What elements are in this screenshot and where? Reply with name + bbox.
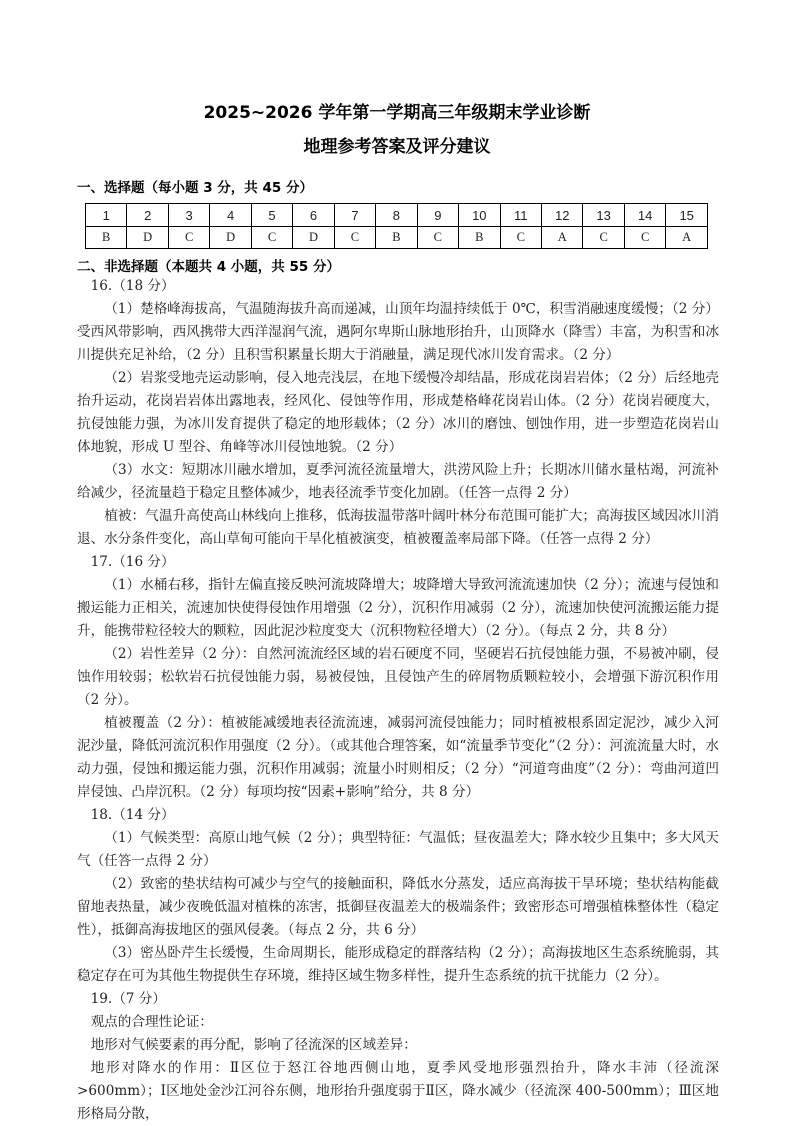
answer-cell: C <box>251 227 292 249</box>
answer-cell: A <box>541 227 582 249</box>
question-number-cell: 5 <box>251 204 292 227</box>
question-number-cell: 7 <box>334 204 375 227</box>
question-number-cell: 8 <box>376 204 417 227</box>
question-number-cell: 9 <box>417 204 458 227</box>
answer-cell: C <box>417 227 458 249</box>
q17-part2-vegetation: 植被覆盖（2 分）：植被能减缓地表径流流速，减弱河流侵蚀能力；同时植被根系固定泥沙，减少入河泥沙量，降低河流沉积作用强度（2 分）。（或其他合理答案，如“流量季节变化”（2 分）：河流流量大时，水动力强，侵蚀和搬运能力强，沉积作用减弱；流量小时则相反；（2 分）“河道弯曲度”（2 分）：弯曲河道凹岸侵蚀、凸岸沉积。（2 分）每项均按“因素+影响”给分，共 8 分） <box>77 715 719 800</box>
section-2-heading: 二、非选择题（本题共 4 小题，共 55 分） <box>77 259 340 275</box>
answer-row <box>86 227 708 249</box>
q19-line1: 观点的合理性论证： <box>90 1014 213 1030</box>
question-number-cell: 14 <box>624 204 665 227</box>
question-number-cell: 2 <box>127 204 168 227</box>
question-19-label: 19.（7 分） <box>90 991 166 1007</box>
answer-cell: B <box>86 227 127 249</box>
document-subtitle: 地理参考答案及评分建议 <box>303 137 491 157</box>
q16-part3-hydrology: （3）水文：短期冰川融水增加，夏季河流径流量增大，洪涝风险上升；长期冰川储水量枯竭，河流补给减少，径流量趋于稳定且整体减少，地表径流季节变化加剧。（任答一点得 2 分） <box>77 462 719 501</box>
q18-part2: （2）致密的垫状结构可减少与空气的接触面积，降低水分蒸发，适应高海拔干旱环境；垫状结构能截留地表热量，减少夜晚低温对植株的冻害，抵御昼夜温差大的极端条件；致密形态可增强植株整体性（稳定性），抵御高海拔地区的强风侵袭。（每点 2 分，共 6 分） <box>77 876 719 938</box>
q19-line3: 地形对降水的作用：Ⅱ区位于怒江谷地西侧山地，夏季风受地形强烈抬升，降水丰沛（径流深>600mm）；Ⅰ区地处金沙江河谷东侧，地形抬升强度弱于Ⅱ区，降水减少（径流深 400-500mm）；Ⅲ区地形格局分散， <box>77 1060 719 1122</box>
q18-part3: （3）密丛卧芹生长缓慢，生命周期长，能形成稳定的群落结构（2 分）；高海拔地区生态系统脆弱，其稳定存在可为其他生物提供生存环境，维持区域生物多样性，提升生态系统的抗干扰能力（2 分）。 <box>77 945 719 984</box>
q17-part1: （1）水桶右移，指针左偏直接反映河流坡降增大；坡降增大导致河流流速加快（2 分）；流速与侵蚀和搬运能力正相关，流速加快使得侵蚀作用增强（2 分），沉积作用减弱（2 分），流速加快使河流搬运能力提升，能携带粒径较大的颗粒，因此泥沙粒度变大（沉积物粒径增大）（2 分）。（每点 2 分，共 8 分） <box>77 577 719 639</box>
answer-cell: A <box>666 227 708 249</box>
question-number-cell: 1 <box>86 204 127 227</box>
answer-cell: D <box>127 227 168 249</box>
answer-body <box>77 275 719 1126</box>
question-number-cell: 15 <box>666 204 708 227</box>
question-17-label: 17.（16 分） <box>90 554 175 570</box>
answer-cell: C <box>624 227 665 249</box>
answer-cell: D <box>210 227 251 249</box>
question-16-label: 16.（18 分） <box>90 278 175 294</box>
question-number-cell: 4 <box>210 204 251 227</box>
question-number-cell: 6 <box>293 204 334 227</box>
q16-part2: （2）岩浆受地壳运动影响，侵入地壳浅层，在地下缓慢冷却结晶，形成花岗岩岩体；（2 分）后经地壳抬升运动，花岗岩岩体出露地表，经风化、侵蚀等作用，形成楚格峰花岗岩山体。（2 分）花岗岩硬度大，抗侵蚀能力强，为冰川发育提供了稳定的地形载体；（2 分）冰川的磨蚀、刨蚀作用，进一步塑造花岗岩山体地貌，形成 U 型谷、角峰等冰川侵蚀地貌。（2 分） <box>77 370 719 455</box>
question-18-label: 18.（14 分） <box>90 807 175 823</box>
answer-cell: B <box>459 227 500 249</box>
q16-part3-vegetation: 植被：气温升高使高山林线向上推移，低海拔温带落叶阔叶林分布范围可能扩大；高海拔区域因冰川消退、水分条件变化，高山草甸可能向干旱化植被演变，植被覆盖率局部下降。（任答一点得 2 分） <box>77 508 719 547</box>
question-number-row <box>86 204 708 227</box>
document-title: 2025~2026 学年第一学期高三年级期末学业诊断 <box>203 103 591 123</box>
question-number-cell: 12 <box>541 204 582 227</box>
answer-cell: C <box>500 227 541 249</box>
answer-cell: C <box>334 227 375 249</box>
q19-line2: 地形对气候要素的再分配，影响了径流深的区域差异： <box>90 1037 417 1053</box>
answer-cell: C <box>168 227 209 249</box>
answer-cell: D <box>293 227 334 249</box>
question-number-cell: 13 <box>583 204 624 227</box>
section-1-heading: 一、选择题（每小题 3 分，共 45 分） <box>77 180 313 196</box>
question-number-cell: 10 <box>459 204 500 227</box>
answer-table <box>85 203 708 249</box>
q18-part1: （1）气候类型：高原山地气候（2 分）；典型特征：气温低；昼夜温差大；降水较少且集中；多大风天气（任答一点得 2 分） <box>77 830 719 869</box>
answer-cell: C <box>583 227 624 249</box>
q17-part2: （2）岩性差异（2 分）：自然河流流经区域的岩石硬度不同，坚硬岩石抗侵蚀能力强，不易被冲刷，侵蚀作用较弱；松软岩石抗侵蚀能力弱，易被侵蚀，且侵蚀产生的碎屑物质颗粒较小，会增强下游沉积作用（2 分）。 <box>77 646 719 708</box>
q16-part1: （1）楚格峰海拔高，气温随海拔升高而递减，山顶年均温持续低于 0℃，积雪消融速度缓慢；（2 分）受西风带影响，西风携带大西洋湿润气流，遇阿尔卑斯山脉地形抬升，山顶降水（降雪）丰富，为积雪和冰川提供充足补给，（2 分）且积雪积累量长期大于消融量，满足现代冰川发育需求。（2 分） <box>77 301 719 363</box>
answer-cell: B <box>376 227 417 249</box>
question-number-cell: 11 <box>500 204 541 227</box>
question-number-cell: 3 <box>168 204 209 227</box>
